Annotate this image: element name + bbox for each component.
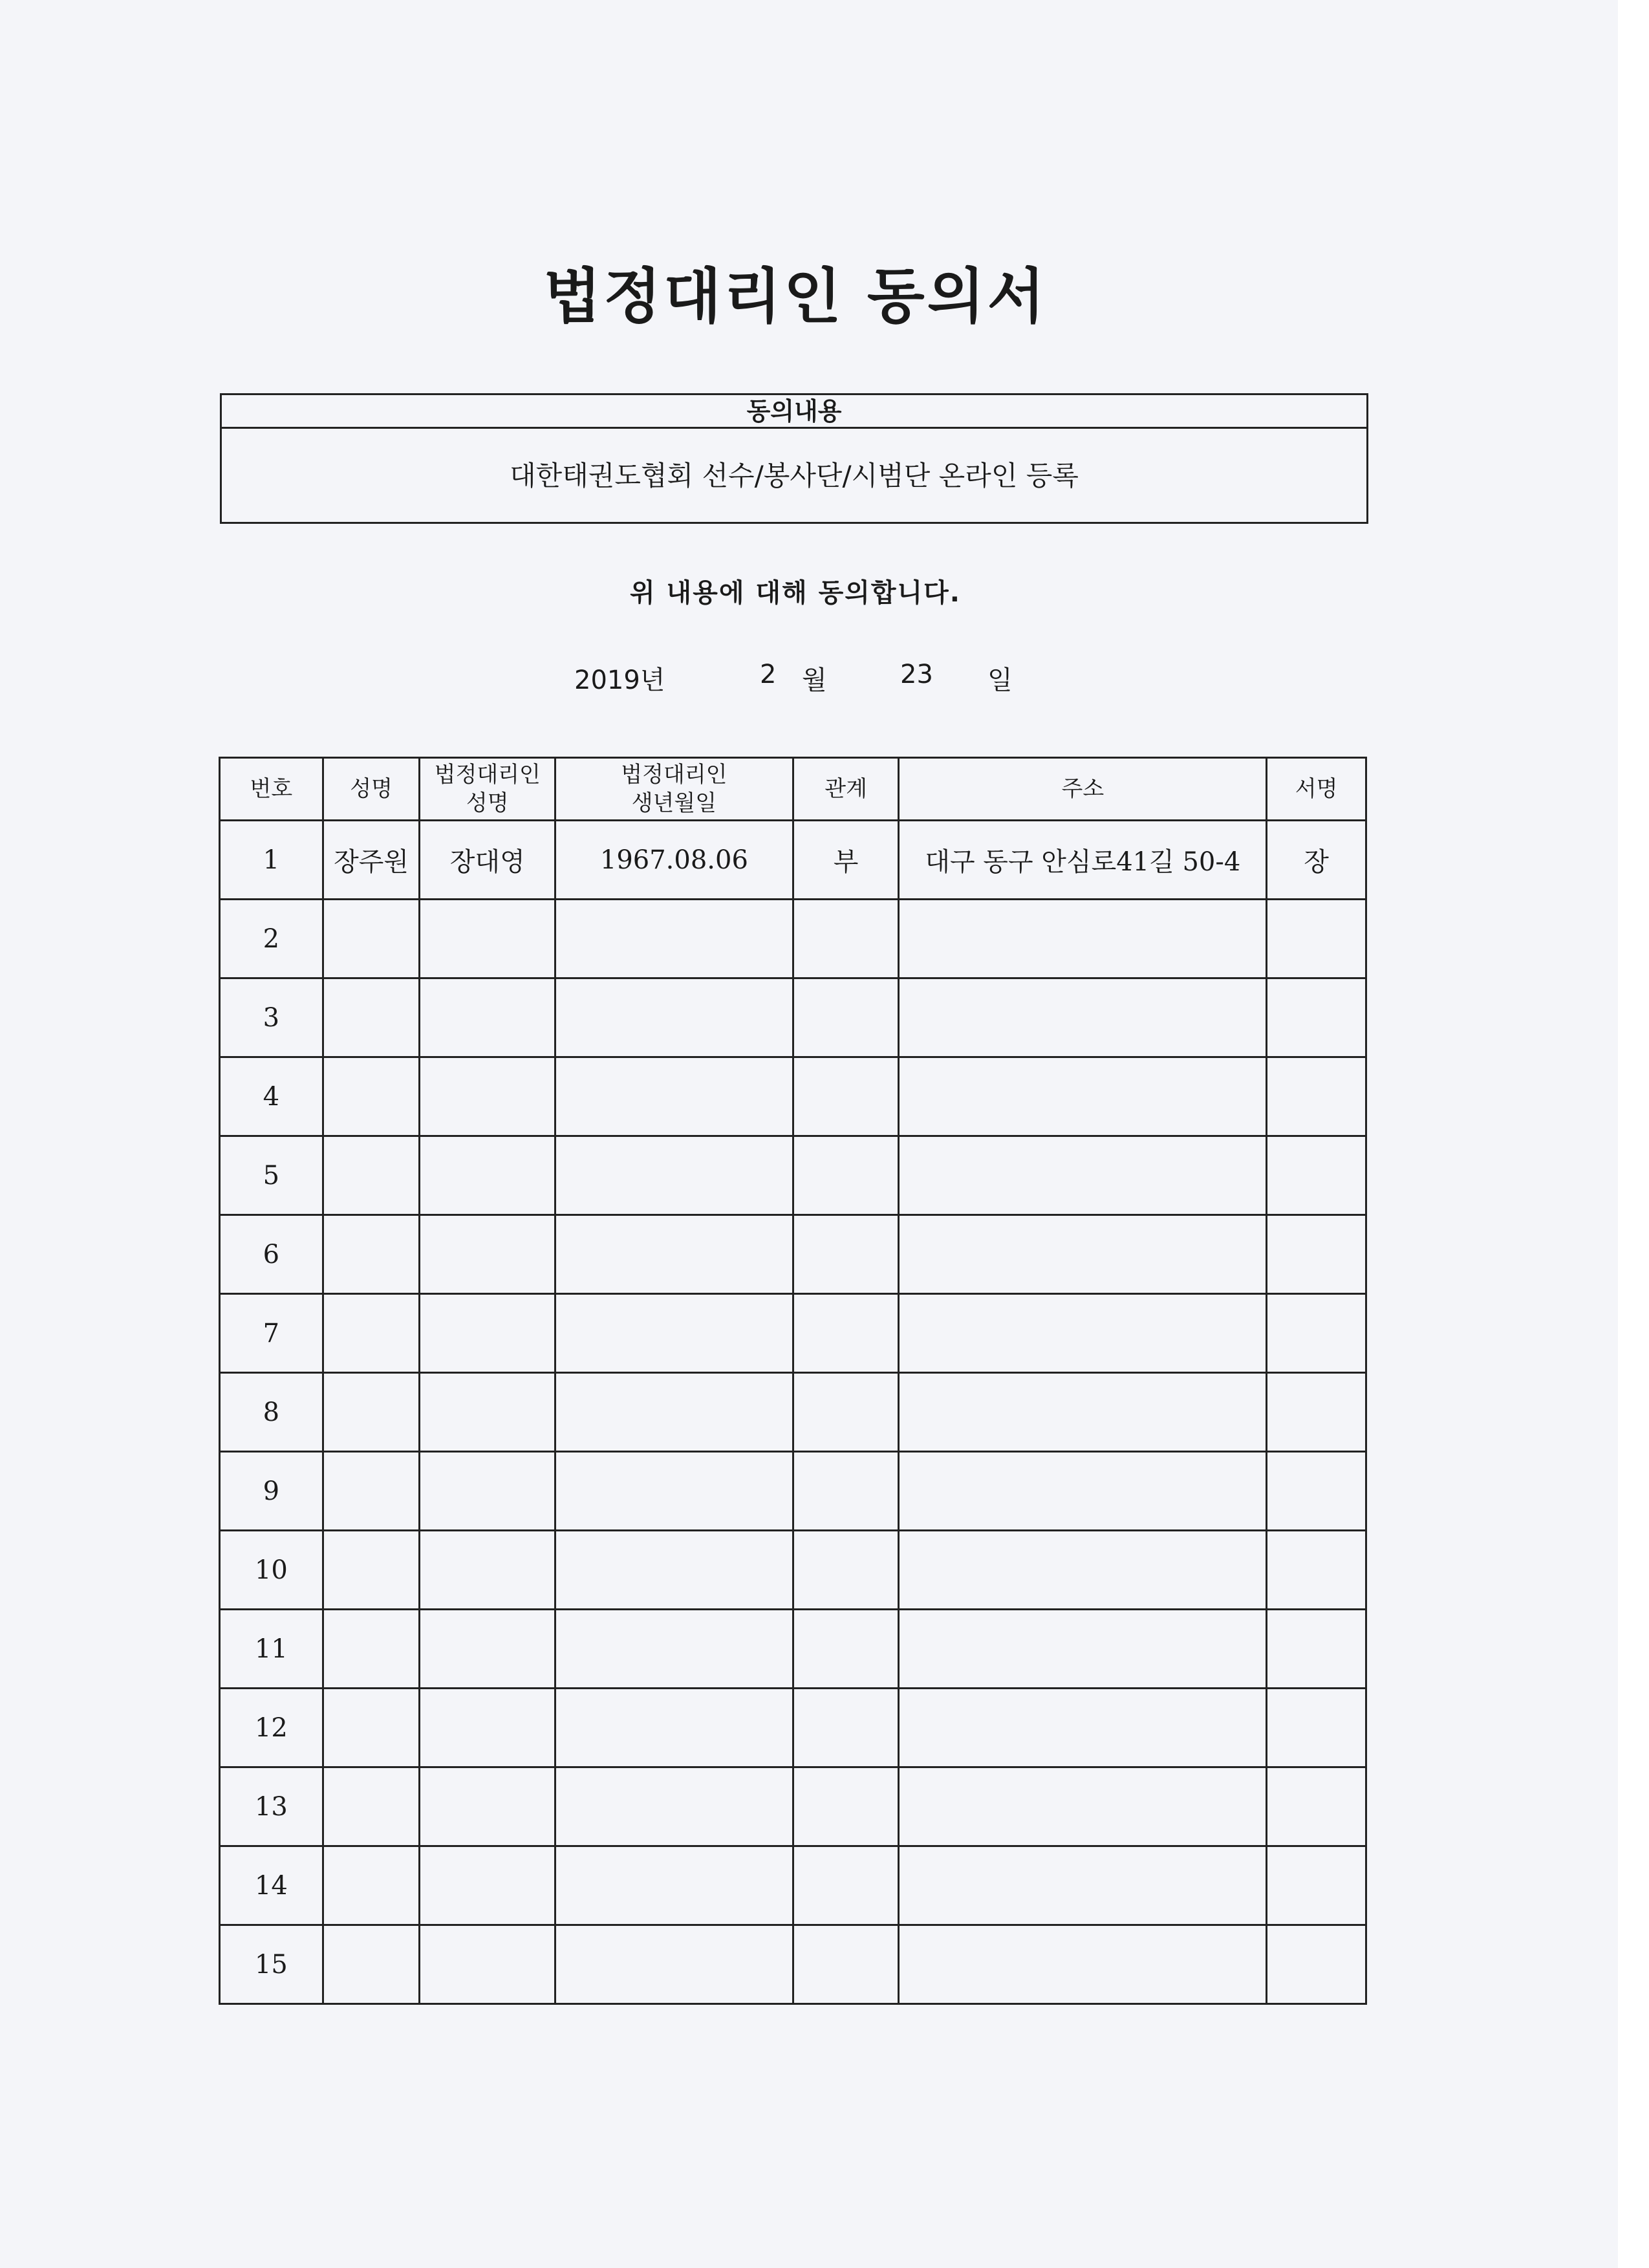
cell-name	[323, 1373, 420, 1452]
cell-number: 11	[220, 1610, 323, 1689]
cell-signature	[1267, 1767, 1366, 1846]
cell-number: 6	[220, 1215, 323, 1294]
cell-number: 12	[220, 1689, 323, 1767]
cell-guardian-birth	[555, 1057, 793, 1136]
cell-guardian-birth	[555, 1215, 793, 1294]
cell-signature	[1267, 1136, 1366, 1215]
cell-relation	[793, 1215, 899, 1294]
table-row	[220, 1373, 1366, 1452]
cell-address	[899, 1215, 1267, 1294]
cell-address	[899, 1373, 1267, 1452]
cell-number: 8	[220, 1373, 323, 1452]
guardian-table	[219, 757, 1367, 2005]
cell-number: 5	[220, 1136, 323, 1215]
header-guardian-birth-line2: 생년월일	[631, 790, 717, 816]
cell-guardian-name	[420, 900, 555, 978]
cell-guardian-name	[420, 978, 555, 1057]
cell-signature	[1267, 1846, 1366, 1925]
date-day: 23	[900, 660, 933, 689]
cell-address	[899, 1057, 1267, 1136]
cell-name	[323, 1136, 420, 1215]
cell-address	[899, 1452, 1267, 1531]
cell-relation	[793, 1925, 899, 2004]
header-guardian-birth-line1: 법정대리인	[621, 762, 727, 788]
table-row	[220, 1531, 1366, 1610]
cell-address: 대구 동구 안심로41길 50-4	[899, 821, 1267, 900]
cell-relation	[793, 1294, 899, 1373]
cell-signature	[1267, 1452, 1366, 1531]
cell-guardian-birth	[555, 1689, 793, 1767]
cell-guardian-name	[420, 1925, 555, 2004]
date-day-unit: 일	[987, 665, 1013, 695]
cell-address	[899, 978, 1267, 1057]
cell-signature	[1267, 1689, 1366, 1767]
cell-address	[899, 1846, 1267, 1925]
cell-guardian-name	[420, 1294, 555, 1373]
cell-signature: 장	[1267, 821, 1366, 900]
cell-number: 2	[220, 900, 323, 978]
cell-relation	[793, 1610, 899, 1689]
document-title: 법정대리인 동의서	[543, 261, 1048, 331]
header-guardian-birth	[555, 758, 793, 821]
cell-name	[323, 1215, 420, 1294]
header-guardian-name-line2: 성명	[466, 790, 509, 816]
table-row	[220, 821, 1366, 900]
cell-number: 3	[220, 978, 323, 1057]
cell-relation	[793, 1373, 899, 1452]
cell-signature	[1267, 1373, 1366, 1452]
cell-guardian-birth	[555, 1767, 793, 1846]
cell-guardian-name	[420, 1767, 555, 1846]
table-row	[220, 1136, 1366, 1215]
cell-relation	[793, 900, 899, 978]
cell-address	[899, 1767, 1267, 1846]
cell-name	[323, 1925, 420, 2004]
header-guardian-name	[420, 758, 555, 821]
table-row	[220, 1846, 1366, 1925]
cell-number: 10	[220, 1531, 323, 1610]
cell-name	[323, 1610, 420, 1689]
cell-address	[899, 1294, 1267, 1373]
table-row	[220, 1452, 1366, 1531]
page-edge	[1618, 0, 1649, 2268]
agreement-statement: 위 내용에 대해 동의합니다.	[629, 578, 961, 608]
cell-name	[323, 978, 420, 1057]
cell-signature	[1267, 1057, 1366, 1136]
table-header-row	[220, 758, 1366, 821]
header-signature: 서명	[1267, 758, 1366, 821]
cell-address	[899, 1689, 1267, 1767]
cell-number: 9	[220, 1452, 323, 1531]
cell-guardian-name	[420, 1531, 555, 1610]
cell-guardian-birth	[555, 900, 793, 978]
header-address: 주소	[899, 758, 1267, 821]
cell-relation	[793, 978, 899, 1057]
table-row	[220, 1610, 1366, 1689]
cell-guardian-birth: 1967.08.06	[555, 821, 793, 900]
cell-guardian-birth	[555, 1610, 793, 1689]
cell-guardian-name	[420, 1452, 555, 1531]
cell-name	[323, 1452, 420, 1531]
cell-relation	[793, 1767, 899, 1846]
cell-number: 1	[220, 821, 323, 900]
cell-guardian-name	[420, 1689, 555, 1767]
cell-address	[899, 1610, 1267, 1689]
date-month: 2	[760, 660, 777, 689]
cell-relation	[793, 1136, 899, 1215]
cell-guardian-birth	[555, 1136, 793, 1215]
table-row	[220, 1767, 1366, 1846]
cell-signature	[1267, 1531, 1366, 1610]
cell-name	[323, 1294, 420, 1373]
cell-number: 4	[220, 1057, 323, 1136]
table-body	[220, 821, 1366, 2004]
cell-address	[899, 1136, 1267, 1215]
consent-box	[220, 393, 1368, 524]
cell-guardian-name	[420, 1610, 555, 1689]
cell-relation	[793, 1846, 899, 1925]
cell-guardian-birth	[555, 1925, 793, 2004]
cell-guardian-birth	[555, 1294, 793, 1373]
cell-number: 13	[220, 1767, 323, 1846]
cell-signature	[1267, 1610, 1366, 1689]
cell-guardian-name: 장대영	[420, 821, 555, 900]
cell-number: 7	[220, 1294, 323, 1373]
cell-guardian-birth	[555, 1531, 793, 1610]
cell-guardian-name	[420, 1846, 555, 1925]
table-row	[220, 900, 1366, 978]
table-row	[220, 1925, 1366, 2004]
cell-relation	[793, 1057, 899, 1136]
cell-guardian-birth	[555, 978, 793, 1057]
table-row	[220, 1689, 1366, 1767]
cell-guardian-birth	[555, 1452, 793, 1531]
header-guardian-name-line1: 법정대리인	[434, 762, 541, 788]
cell-guardian-birth	[555, 1846, 793, 1925]
table-row	[220, 1057, 1366, 1136]
cell-guardian-name	[420, 1057, 555, 1136]
cell-relation	[793, 1452, 899, 1531]
cell-relation	[793, 1689, 899, 1767]
header-relation: 관계	[793, 758, 899, 821]
header-name: 성명	[323, 758, 420, 821]
cell-name	[323, 1057, 420, 1136]
cell-signature	[1267, 900, 1366, 978]
cell-name	[323, 1531, 420, 1610]
cell-relation: 부	[793, 821, 899, 900]
consent-content: 대한태권도협회 선수/봉사단/시범단 온라인 등록	[510, 460, 1079, 491]
cell-name	[323, 1689, 420, 1767]
cell-name	[323, 900, 420, 978]
cell-relation	[793, 1531, 899, 1610]
date-year: 2019년	[574, 665, 665, 695]
date-month-unit: 월	[802, 665, 827, 695]
table-row	[220, 978, 1366, 1057]
header-number: 번호	[220, 758, 323, 821]
cell-name	[323, 1846, 420, 1925]
cell-signature	[1267, 1294, 1366, 1373]
cell-name	[323, 1767, 420, 1846]
table-row	[220, 1294, 1366, 1373]
cell-guardian-name	[420, 1215, 555, 1294]
consent-header: 동의내용	[222, 395, 1366, 429]
cell-guardian-name	[420, 1136, 555, 1215]
table-row	[220, 1215, 1366, 1294]
cell-name: 장주원	[323, 821, 420, 900]
cell-signature	[1267, 1215, 1366, 1294]
cell-address	[899, 1531, 1267, 1610]
cell-address	[899, 900, 1267, 978]
cell-guardian-birth	[555, 1373, 793, 1452]
cell-guardian-name	[420, 1373, 555, 1452]
cell-number: 14	[220, 1846, 323, 1925]
cell-signature	[1267, 1925, 1366, 2004]
cell-address	[899, 1925, 1267, 2004]
cell-number: 15	[220, 1925, 323, 2004]
date-line	[0, 660, 1591, 698]
cell-signature	[1267, 978, 1366, 1057]
